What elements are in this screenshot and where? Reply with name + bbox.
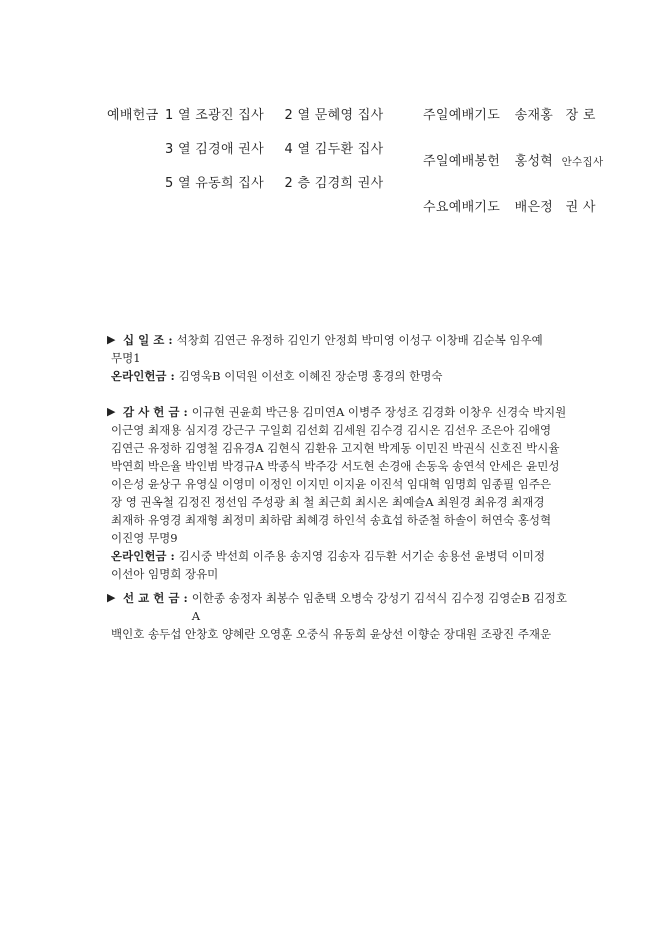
tithe-online-names: 김영욱B 이덕원 이선호 이혜진 장순명 홍경의 한명숙 — [178, 369, 443, 383]
bullet-marker: ▶ — [107, 405, 116, 418]
thanks-names-cont: 박연희 박은율 박인범 박경규A 박종식 박주강 서도현 손경애 손동욱 송연석 안세은 윤민성 — [111, 459, 560, 473]
tithe-names-cont: 무명1 — [111, 351, 141, 365]
offering-cell: 5 열 유동희 집사 — [165, 176, 265, 191]
offering-label: 예배헌금 — [107, 108, 159, 123]
duty-title: 권 사 — [565, 200, 596, 215]
thanks-section — [107, 403, 567, 583]
tithe-label: 십 일 조 : — [123, 333, 173, 347]
thanks-names-cont: 이근영 최재용 심지경 강근구 구일회 김선회 김세원 김수경 김시온 김선우 조은아 김애영 — [111, 423, 552, 437]
mission-names: 이한종 송정자 최봉수 임춘택 오병숙 강성기 김석식 김수정 김영순B 김정호A — [191, 591, 567, 623]
offering-row — [165, 138, 384, 157]
tithe-section — [107, 331, 567, 385]
thanks-online-label: 온라인헌금 : — [111, 549, 175, 563]
tithe-names: 석창희 김연근 유정하 김인기 안정희 박미영 이성구 이창배 김순복 임우예 — [176, 333, 543, 347]
offering-cell: 2 열 문혜영 집사 — [284, 108, 384, 123]
offering-row — [165, 104, 384, 123]
duty-name: 송재홍 — [514, 108, 554, 123]
offering-cell: 2 층 김경희 권사 — [284, 176, 384, 191]
duty-row — [423, 150, 603, 169]
thanks-online-names: 김시중 박선희 이주용 송지영 김송자 김두환 서기순 송용선 윤병덕 이미정 — [178, 549, 545, 563]
thanks-names-cont: 김연근 유정하 김영철 김유경A 김현식 김환유 고지현 박계동 이민진 박권식 신호진 박시율 — [111, 441, 560, 455]
thanks-names: 이규현 권윤희 박근용 김미연A 이병주 장성조 김경화 이창우 신경숙 박지원 — [191, 405, 567, 419]
offering-row — [165, 172, 384, 191]
thanks-label: 감 사 헌 금 : — [123, 405, 188, 419]
mission-label: 선 교 헌 금 : — [123, 591, 188, 605]
duty-title: 안수집사 — [561, 156, 604, 168]
duty-row — [423, 104, 596, 123]
duty-label: 수요예배기도 — [423, 200, 501, 215]
duty-row — [423, 196, 596, 215]
duty-title: 장 로 — [565, 108, 596, 123]
duty-label: 주일예배기도 — [423, 108, 501, 123]
offering-cell: 3 열 김경애 권사 — [165, 142, 265, 157]
thanks-names-cont: 이은성 윤상구 유영실 이영미 이정인 이지민 이지윤 이진석 임대혁 임명희 임종필 임주은 — [111, 477, 552, 491]
thanks-names-cont: 최재하 유영경 최재형 최정미 최하람 최혜경 하인석 송효섭 하준철 하솔이 허연숙 홍성혁 — [111, 513, 552, 527]
bullet-marker: ▶ — [107, 591, 116, 604]
thanks-online-cont: 이선아 임명희 장유미 — [111, 567, 219, 581]
thanks-names-cont: 이진영 무명9 — [111, 531, 178, 545]
thanks-names-cont: 장 영 권옥철 김정진 정선임 주성광 최 철 최근희 최시온 최예슬A 최원경 최유경 최재경 — [111, 495, 545, 509]
duty-name: 홍성혁 — [514, 154, 554, 169]
offering-cell: 1 열 조광진 집사 — [165, 108, 265, 123]
duty-label: 주일예배봉헌 — [423, 154, 501, 169]
duty-name: 배은정 — [514, 200, 554, 215]
offering-cell: 4 열 김두환 집사 — [284, 142, 384, 157]
bullet-marker: ▶ — [107, 333, 116, 346]
mission-section — [107, 589, 567, 643]
mission-names-cont: 백인호 송두섭 안창호 양혜란 오영훈 오중식 유동희 윤상선 이향순 장대원 조광진 주재운 — [111, 627, 552, 641]
tithe-online-label: 온라인헌금 : — [111, 369, 175, 383]
